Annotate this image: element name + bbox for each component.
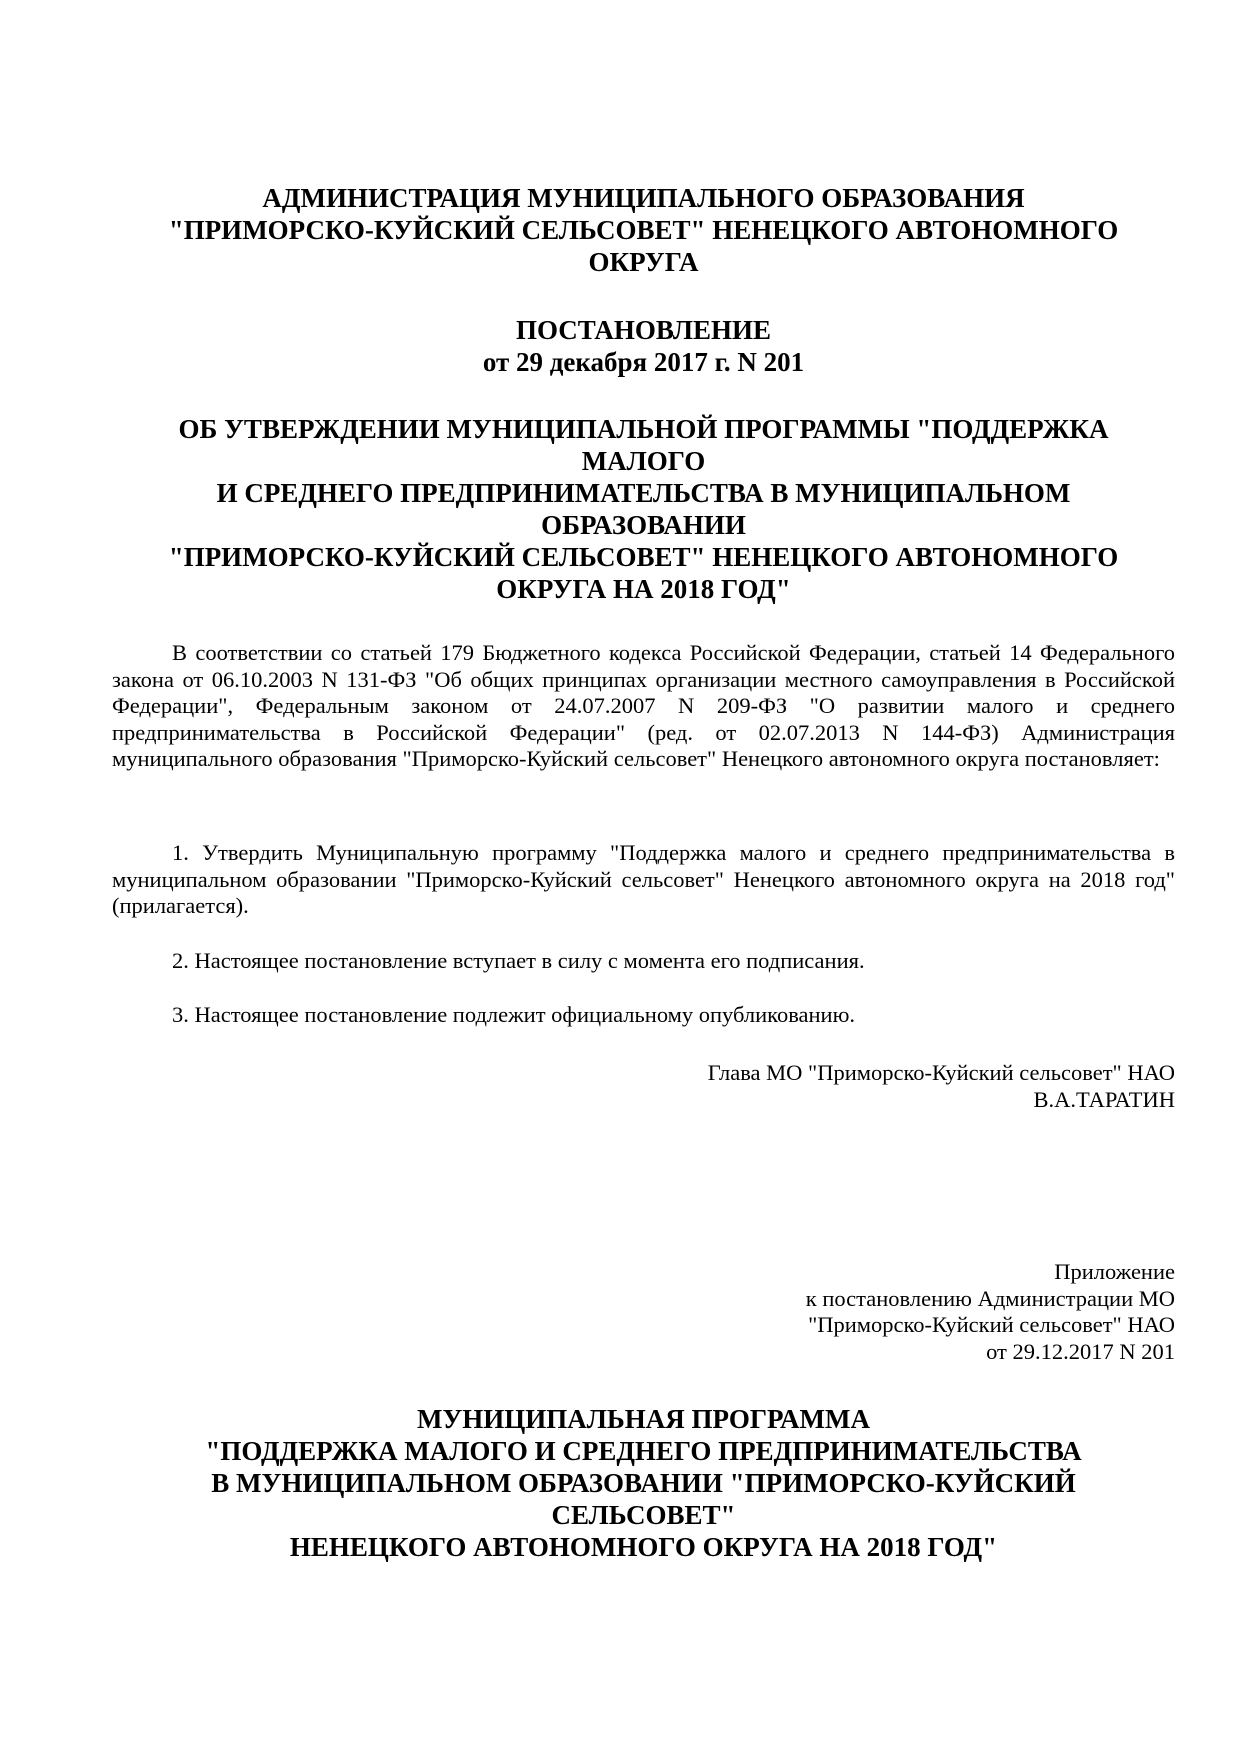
- title-line: ОБРАЗОВАНИИ: [541, 510, 746, 540]
- program-title-line: НЕНЕЦКОГО АВТОНОМНОГО ОКРУГА НА 2018 ГОД": [289, 1532, 998, 1562]
- item-2-block: [112, 948, 1175, 975]
- title-line: ОБ УТВЕРЖДЕНИИ МУНИЦИПАЛЬНОЙ ПРОГРАММЫ "ПОДДЕРЖКА: [178, 414, 1109, 444]
- org-header: [112, 182, 1175, 278]
- title-line: МАЛОГО: [581, 446, 706, 476]
- item-3-block: [112, 1002, 1175, 1029]
- signature-position: Глава МО "Приморско-Куйский сельсовет" НАО: [707, 1060, 1175, 1085]
- item-3-paragraph: 3. Настоящее постановление подлежит официальному опубликованию.: [172, 1002, 856, 1027]
- program-title-line: СЕЛЬСОВЕТ": [551, 1500, 736, 1530]
- preamble-block: [112, 640, 1175, 773]
- doc-date: от 29 декабря 2017 г. N 201: [482, 347, 805, 377]
- org-name-line: ОКРУГА: [588, 247, 699, 277]
- appendix-line: от 29.12.2017 N 201: [986, 1338, 1175, 1364]
- appendix-line: Приложение: [1054, 1259, 1175, 1284]
- appendix-line: к постановлению Администрации МО: [805, 1285, 1175, 1311]
- program-title: [112, 1403, 1175, 1563]
- appendix-block: [112, 1259, 1175, 1365]
- title-line: И СРЕДНЕГО ПРЕДПРИНИМАТЕЛЬСТВА В МУНИЦИПАЛЬНОМ: [216, 478, 1071, 508]
- signature-name: В.А.ТАРАТИН: [1033, 1086, 1175, 1112]
- title-line: ОКРУГА НА 2018 ГОД": [496, 574, 791, 604]
- org-name-line: АДМИНИСТРАЦИЯ МУНИЦИПАЛЬНОГО ОБРАЗОВАНИЯ: [262, 183, 1025, 213]
- program-title-line: В МУНИЦИПАЛЬНОМ ОБРАЗОВАНИИ "ПРИМОРСКО-КУЙСКИЙ: [211, 1468, 1076, 1498]
- resolution-title: [112, 413, 1175, 605]
- appendix-line: "Приморско-Куйский сельсовет" НАО: [808, 1312, 1175, 1337]
- org-name-line: "ПРИМОРСКО-КУЙСКИЙ СЕЛЬСОВЕТ" НЕНЕЦКОГО АВТОНОМНОГО: [168, 215, 1119, 245]
- preamble-paragraph: В соответствии со статьей 179 Бюджетного кодекса Российской Федерации, статьей 14 Федерального закона от 06.10.2003 N 131-ФЗ "Об общих принципах организации местного самоуправления в Российской Федерации", Федеральным законом от 24.07.2007 N 209-ФЗ "О развитии малого и среднего предпринимательства в Российской Федерации" (ред. от 02.07.2013 N 144-ФЗ) Администрация муниципального образования "Приморско-Куйский сельсовет" Ненецкого автономного округа постановляет:: [112, 640, 1175, 771]
- item-1-paragraph: 1. Утвердить Муниципальную программу "Поддержка малого и среднего предпринимательства в муниципальном образовании "Приморско-Куйский сельсовет" Ненецкого автономного округа на 2018 год" (прилагается).: [112, 840, 1175, 918]
- doc-type-block: [112, 314, 1175, 378]
- program-title-line: "ПОДДЕРЖКА МАЛОГО И СРЕДНЕГО ПРЕДПРИНИМАТЕЛЬСТВА: [205, 1436, 1082, 1466]
- program-title-line: МУНИЦИПАЛЬНАЯ ПРОГРАММА: [416, 1404, 871, 1434]
- title-line: "ПРИМОРСКО-КУЙСКИЙ СЕЛЬСОВЕТ" НЕНЕЦКОГО АВТОНОМНОГО: [168, 542, 1119, 572]
- signature-block: [112, 1060, 1175, 1113]
- doc-type: ПОСТАНОВЛЕНИЕ: [515, 315, 772, 345]
- item-1-block: [112, 840, 1175, 920]
- item-2-paragraph: 2. Настоящее постановление вступает в силу с момента его подписания.: [172, 948, 865, 973]
- org-name: [112, 182, 1175, 278]
